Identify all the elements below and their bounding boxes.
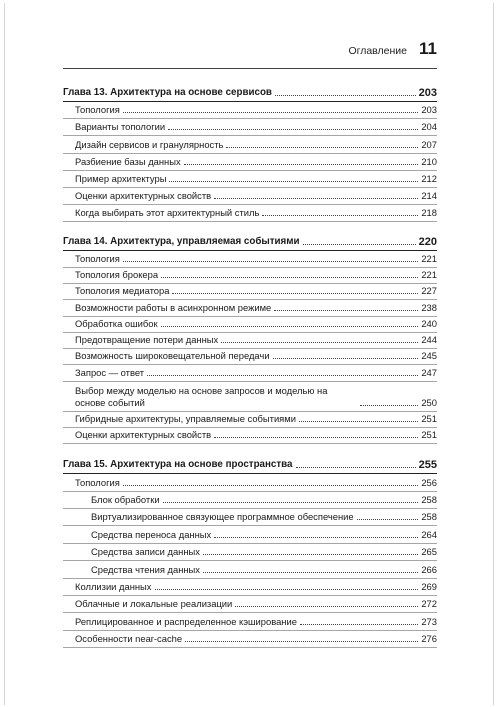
toc-entry[interactable] <box>63 365 437 381</box>
toc-entry-title: Средства переноса данных <box>91 528 212 540</box>
toc-entry-title: Дизайн сервисов и гранулярность <box>75 138 224 150</box>
dot-leader <box>235 606 418 607</box>
toc-page-number: 203 <box>421 104 437 116</box>
table-of-contents <box>63 82 437 648</box>
toc-entry-title: Облачные и локальные реализации <box>75 598 233 610</box>
toc-entry-title: Запрос — ответ <box>75 366 145 378</box>
dot-leader <box>300 624 418 625</box>
toc-entry[interactable] <box>63 154 437 171</box>
toc-page-number: 247 <box>421 366 437 378</box>
toc-entry[interactable] <box>63 382 437 412</box>
toc-entry-title: Возможности работы в асинхронном режиме <box>75 301 272 313</box>
toc-page-number: 272 <box>421 598 437 610</box>
toc-entry-title: Оценки архитектурных свойств <box>75 190 212 202</box>
dot-leader <box>155 589 419 590</box>
toc-entry[interactable] <box>63 119 437 136</box>
toc-entry-title: Варианты топологии <box>75 121 166 133</box>
toc-page-number: 250 <box>421 396 437 408</box>
dot-leader <box>161 326 419 327</box>
toc-page-number: 256 <box>421 476 437 488</box>
toc-entry[interactable] <box>63 205 437 222</box>
toc-entry[interactable] <box>63 251 437 267</box>
toc-entry-title: Средства записи данных <box>91 546 200 558</box>
toc-page-number: 255 <box>418 459 437 472</box>
dot-leader <box>203 554 418 555</box>
toc-entry[interactable] <box>63 412 437 428</box>
dot-leader <box>299 421 418 422</box>
toc-page-number: 273 <box>421 615 437 627</box>
toc-page-number: 269 <box>421 581 437 593</box>
toc-page-number: 218 <box>421 207 437 219</box>
toc-subentry[interactable] <box>63 509 437 526</box>
dot-leader <box>123 485 419 486</box>
dot-leader <box>273 358 419 359</box>
toc-entry[interactable] <box>63 349 437 365</box>
dot-leader <box>226 147 418 148</box>
toc-entry-title: Особенности near-cache <box>75 633 183 645</box>
dot-leader <box>214 198 418 199</box>
dot-leader <box>123 261 419 262</box>
dot-leader <box>161 277 418 278</box>
toc-entry[interactable] <box>63 613 437 630</box>
toc-entry-title: Разбиение базы данных <box>75 155 181 167</box>
dot-leader <box>185 641 418 642</box>
dot-leader <box>296 467 416 468</box>
toc-entry-title: Возможность широковещательной передачи <box>75 350 270 362</box>
toc-subentry[interactable] <box>63 561 437 578</box>
toc-entry-title: Гибридные архитектуры, управляемые событиями <box>75 412 296 424</box>
dot-leader <box>172 293 418 294</box>
toc-page-number: 258 <box>421 494 437 506</box>
dot-leader <box>274 310 418 311</box>
toc-page-number: 214 <box>421 190 437 202</box>
toc-entry[interactable] <box>63 428 437 444</box>
toc-page-number: 244 <box>421 334 437 346</box>
dot-leader <box>168 129 418 130</box>
dot-leader <box>147 375 418 376</box>
toc-entry-title: Когда выбирать этот архитектурный стиль <box>75 207 260 219</box>
toc-page-number: 203 <box>418 87 437 99</box>
toc-page-number: 265 <box>421 546 437 558</box>
toc-chapter-13[interactable] <box>63 82 437 102</box>
toc-entry[interactable] <box>63 317 437 333</box>
toc-entry-title: Выбор между моделью на основе запросов и моделью на основе событий <box>75 384 328 408</box>
toc-page-number: 258 <box>421 511 437 523</box>
toc-page-number: 221 <box>421 268 437 280</box>
toc-page-number: 264 <box>421 528 437 540</box>
toc-page-number: 251 <box>421 412 437 424</box>
toc-entry-title: Коллизии данных <box>75 581 152 593</box>
toc-entry[interactable] <box>63 136 437 153</box>
toc-entry[interactable] <box>63 102 437 119</box>
toc-page-number: 251 <box>421 429 437 441</box>
toc-entry-title: Оценки архитектурных свойств <box>75 429 212 441</box>
toc-entry-title: Предотвращение потери данных <box>75 334 219 346</box>
toc-entry-title: Топология <box>75 104 120 116</box>
dot-leader <box>123 112 419 113</box>
toc-entry[interactable] <box>63 631 437 648</box>
dot-leader <box>214 437 418 438</box>
dot-leader <box>360 405 418 406</box>
toc-entry-title: Средства чтения данных <box>91 563 200 575</box>
dot-leader <box>221 342 418 343</box>
toc-page-number: 276 <box>421 633 437 645</box>
dot-leader <box>262 215 418 216</box>
toc-subentry[interactable] <box>63 492 437 509</box>
toc-entry-title: Пример архитектуры <box>75 172 167 184</box>
toc-entry-title: Виртуализированное связующее программное обеспечение <box>91 511 354 523</box>
dot-leader <box>184 164 419 165</box>
toc-entry-title: Блок обработки <box>91 494 160 506</box>
toc-chapter-15[interactable] <box>63 454 437 474</box>
toc-entry[interactable] <box>63 474 437 491</box>
toc-entry-title: Топология брокера <box>75 268 159 280</box>
toc-page-number: 240 <box>421 317 437 329</box>
toc-entry-title: Реплицированное и распределенное кэширование <box>75 615 297 627</box>
dot-leader <box>163 502 419 503</box>
toc-page-number: 210 <box>421 155 437 167</box>
page-number: 11 <box>419 39 437 58</box>
toc-page-number: 220 <box>418 236 437 249</box>
toc-entry[interactable] <box>63 333 437 349</box>
dot-leader <box>357 519 419 520</box>
running-header <box>63 40 437 62</box>
toc-page-number: 238 <box>421 301 437 313</box>
toc-entry[interactable] <box>63 188 437 205</box>
toc-entry[interactable] <box>63 596 437 613</box>
toc-page-number: 207 <box>421 138 437 150</box>
toc-subentry[interactable] <box>63 544 437 561</box>
toc-page-number: 245 <box>421 350 437 362</box>
toc-chapter-title: Глава 13. Архитектура на основе сервисов <box>63 87 272 98</box>
toc-page-number: 204 <box>421 121 437 133</box>
toc-entry[interactable] <box>63 268 437 284</box>
toc-page-number: 266 <box>421 563 437 575</box>
toc-entry-title: Топология медиатора <box>75 285 170 297</box>
toc-page-number: 212 <box>421 172 437 184</box>
toc-chapter-14[interactable] <box>63 231 437 251</box>
running-header-section: Оглавление <box>348 45 407 57</box>
toc-subentry[interactable] <box>63 526 437 543</box>
toc-entry-title: Топология <box>75 252 120 264</box>
toc-entry[interactable] <box>63 284 437 300</box>
dot-leader <box>303 244 416 245</box>
dot-leader <box>275 95 416 96</box>
dot-leader <box>169 181 418 182</box>
toc-page-number: 221 <box>421 252 437 264</box>
dot-leader <box>203 572 418 573</box>
dot-leader <box>214 537 418 538</box>
toc-page-number: 227 <box>421 285 437 297</box>
toc-chapter-title: Глава 15. Архитектура на основе пространства <box>63 459 293 471</box>
toc-entry-title: Обработка ошибок <box>75 317 158 329</box>
header-rule <box>63 68 437 69</box>
toc-entry-title: Топология <box>75 476 120 488</box>
toc-entry[interactable] <box>63 171 437 188</box>
toc-chapter-title: Глава 14. Архитектура, управляемая событиями <box>63 236 300 248</box>
toc-entry[interactable] <box>63 300 437 316</box>
toc-entry[interactable] <box>63 579 437 596</box>
